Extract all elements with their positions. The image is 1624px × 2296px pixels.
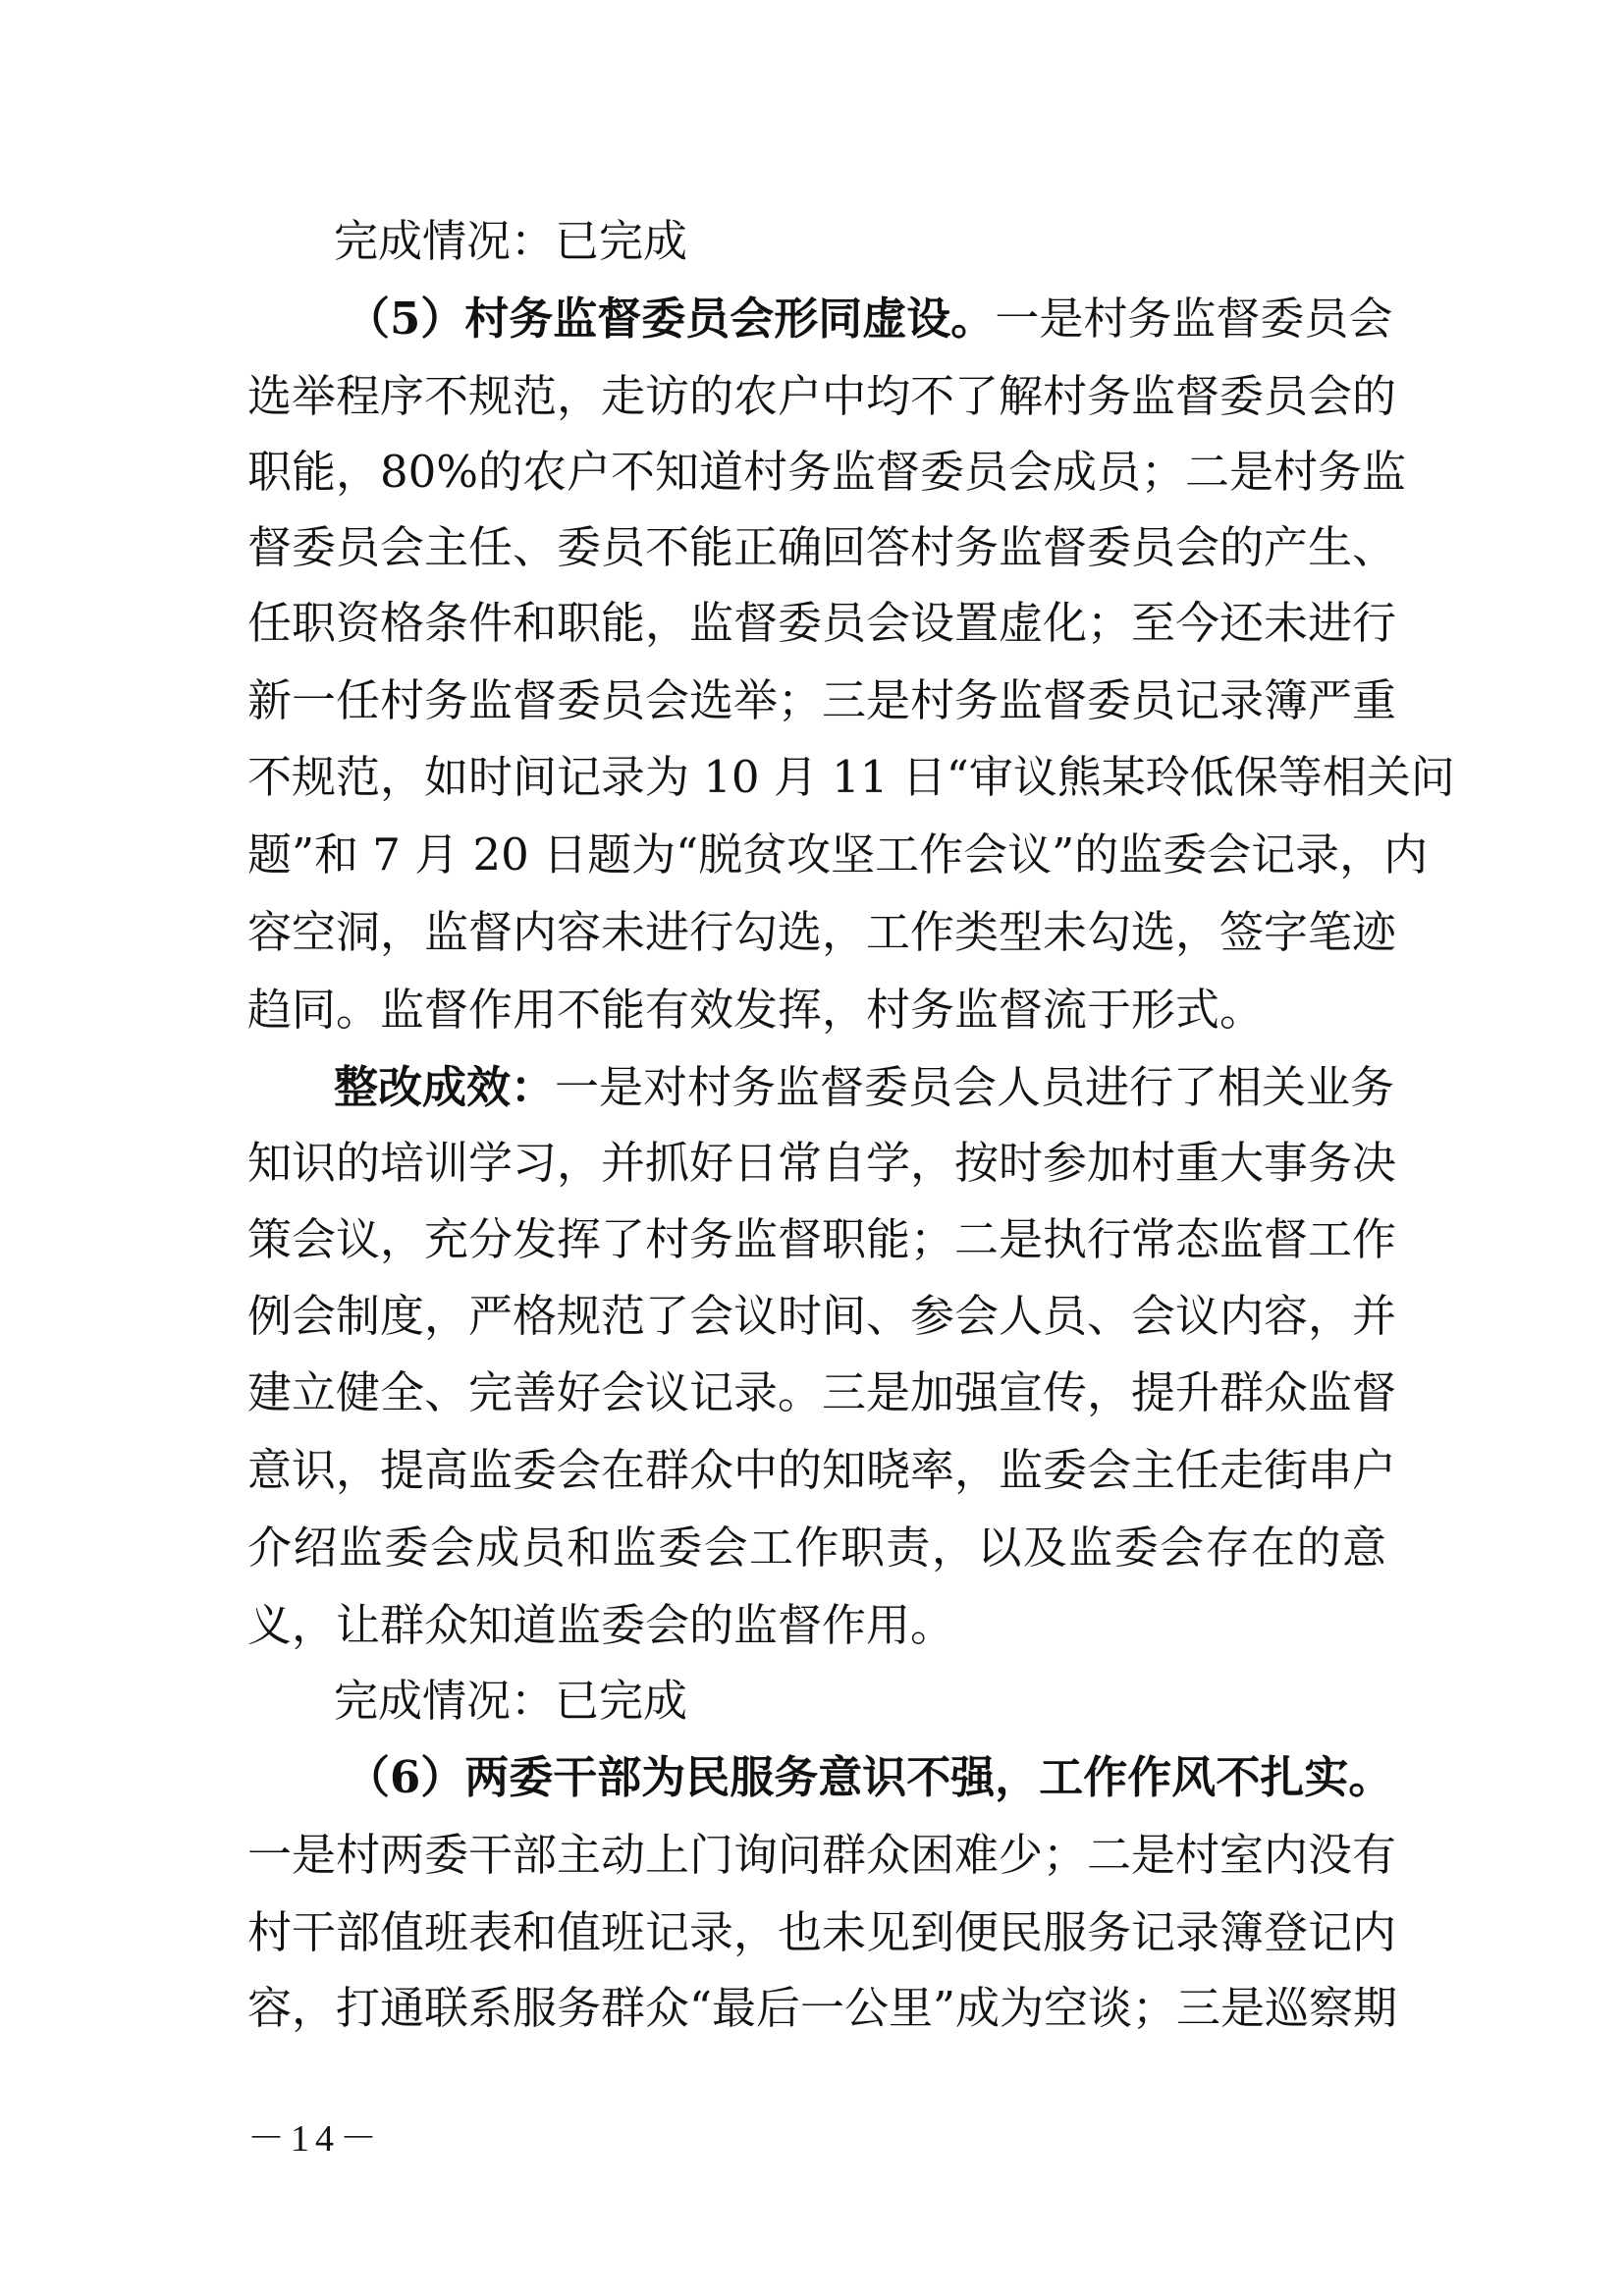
issue-6-heading: （6）两委干部为民服务意识不强，工作作风不扎实。 <box>346 1751 1393 1803</box>
text-span: 建立健全、完善好会议记录。三是加强宣传，提升群众监督 <box>247 1366 1397 1418</box>
paragraph-line <box>247 1587 1386 1664</box>
text-span: 介绍监委会成员和监委会工作职责，以及监委会存在的意 <box>247 1522 1386 1574</box>
rectification-heading: 整改成效： <box>334 1061 556 1113</box>
text-span: 新一任村务监督委员会选举；三是村务监督委员记录簿严重 <box>247 674 1397 726</box>
completion-status-line <box>334 203 1386 280</box>
text-span: 完成情况：已完成 <box>334 1675 688 1727</box>
paragraph-line <box>247 894 1397 971</box>
issue-5-heading: （5）村务监督委员会形同虚设。 <box>346 293 996 345</box>
paragraph-line <box>247 972 1386 1048</box>
paragraph-line <box>247 1201 1397 1278</box>
text-span: 村干部值班表和值班记录，也未见到便民服务记录簿登记内 <box>247 1906 1397 1958</box>
paragraph-line <box>247 1510 1386 1586</box>
text-span: 完成情况：已完成 <box>334 215 688 267</box>
text-span: 题”和 7 月 20 日题为“脱贫攻坚工作会议”的监委会记录，内 <box>247 828 1429 881</box>
paragraph-line <box>247 739 1455 816</box>
issue-5-heading-line <box>346 281 1393 357</box>
paragraph-line <box>247 1895 1397 1971</box>
paragraph-line <box>247 1432 1397 1509</box>
paragraph-line <box>247 817 1429 893</box>
text-span: 任职资格条件和职能，监督委员会设置虚化；至今还未进行 <box>247 597 1397 649</box>
text-span: 容，打通联系服务群众“最后一公里”成为空谈；三是巡察期 <box>247 1982 1398 2034</box>
paragraph-line <box>247 1817 1397 1894</box>
text-span: 义，让群众知道监委会的监督作用。 <box>247 1599 955 1651</box>
text-span: 一是村两委干部主动上门询问群众困难少；二是村室内没有 <box>247 1829 1397 1881</box>
text-span: 职能，80%的农户不知道村务监督委员会成员；二是村务监 <box>247 446 1407 498</box>
paragraph-line <box>247 663 1397 739</box>
paragraph-line <box>247 1278 1397 1355</box>
rectification-heading-line <box>334 1049 1395 1126</box>
text-span: 督委员会主任、委员不能正确回答村务监督委员会的产生、 <box>247 521 1397 573</box>
paragraph-line <box>247 1125 1397 1201</box>
paragraph-line <box>247 509 1397 586</box>
paragraph-line <box>247 1355 1397 1431</box>
text-span: 趋同。监督作用不能有效发挥，村务监督流于形式。 <box>247 984 1265 1036</box>
text-span: 意识，提高监委会在群众中的知晓率，监委会主任走街串户 <box>247 1444 1397 1496</box>
text-span: 容空洞，监督内容未进行勾选，工作类型未勾选，签字笔迹 <box>247 906 1397 958</box>
text-span: 不规范，如时间记录为 10 月 11 日“审议熊某玲低保等相关问 <box>247 751 1455 803</box>
completion-status-line <box>334 1663 1386 1739</box>
text-span: 策会议，充分发挥了村务监督职能；二是执行常态监督工作 <box>247 1213 1397 1265</box>
text-span: 例会制度，严格规范了会议时间、参会人员、会议内容，并 <box>247 1290 1397 1342</box>
paragraph-line <box>247 358 1397 435</box>
text-span: 一是村务监督委员会 <box>995 293 1393 345</box>
paragraph-line <box>247 1970 1398 2047</box>
text-span: 知识的培训学习，并抓好日常自学，按时参加村重大事务决 <box>247 1137 1397 1189</box>
text-span: 一是对村务监督委员会人员进行了相关业务 <box>555 1061 1395 1113</box>
paragraph-line <box>247 585 1397 662</box>
issue-6-heading-line <box>346 1739 1393 1816</box>
text-span: 选举程序不规范，走访的农户中均不了解村务监督委员会的 <box>247 370 1397 422</box>
paragraph-line <box>247 434 1407 510</box>
page-number: －14－ <box>247 2118 384 2160</box>
